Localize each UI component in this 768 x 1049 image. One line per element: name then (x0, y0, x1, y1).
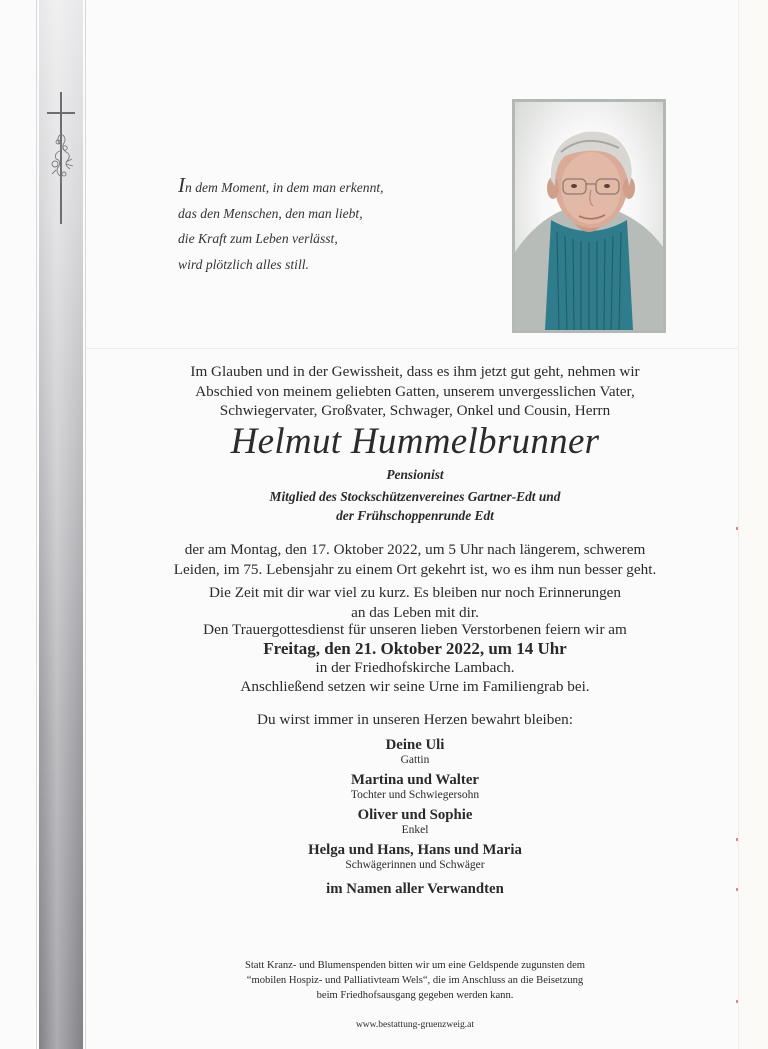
donation-line: “mobilen Hospiz- und Palliativteam Wels“, die im Anschluss an die Beisetzung (246, 975, 584, 986)
scan-speck (736, 838, 738, 841)
website-link[interactable]: www.bestattung-gruenzweig.at (355, 1020, 475, 1030)
mourner-relation: Gattin (400, 754, 430, 766)
time-line: Die Zeit mit dir war viel zu kurz. Es bleiben nur noch Erinnerungen (208, 584, 622, 601)
poem-line-1: In dem Moment, in dem man erkennt, (178, 173, 384, 197)
intro-line: Im Glauben und in der Gewissheit, dass es ihm jetzt gut geht, nehmen wir (190, 363, 640, 380)
portrait-frame (512, 99, 666, 333)
membership-line: Mitglied des Stockschützenvereines Gartner-Edt und (269, 489, 561, 504)
service-location: in der Friedhofskirche Lambach. (315, 659, 515, 676)
portrait-photo (515, 102, 663, 330)
fold-line (86, 348, 738, 349)
mourner-relation: Enkel (401, 824, 429, 836)
death-notice (100, 540, 730, 580)
poem-initial: I (178, 173, 185, 197)
scan-speck (736, 1000, 738, 1003)
mourner-item (100, 842, 730, 872)
poem (178, 173, 478, 277)
mourner-name: Martina und Walter (351, 772, 479, 788)
mourner-relation: Tochter und Schwiegersohn (350, 789, 480, 801)
intro-text (100, 362, 730, 421)
donation-line: Statt Kranz- und Blumenspenden bitten wir um eine Geldspende zugunsten dem (244, 960, 586, 971)
mourner-name: Oliver und Sophie (357, 807, 473, 823)
mourner-item (100, 807, 730, 837)
deceased-name: Helmut Hummelbrunner (230, 421, 600, 462)
time-line: an das Leben mit dir. (351, 603, 479, 621)
donation-line: beim Friedhofsausgang gegeben werden kann. (316, 990, 514, 1001)
funeral-service (100, 620, 730, 696)
intro-line: Abschied von meinem geliebten Gatten, unserem unvergesslichen Vater, (195, 382, 635, 400)
intro-line: Schwiegervater, Großvater, Schwager, Onkel und Cousin, Herrn (219, 402, 611, 419)
death-notice-line: Leiden, im 75. Lebensjahr zu einem Ort gekehrt ist, wo es ihm nun besser geht. (173, 561, 657, 578)
time-text (100, 583, 730, 622)
mourner-item (100, 772, 730, 802)
scan-speck (736, 527, 738, 530)
mourner-item (100, 737, 730, 767)
service-burial: Anschließend setzen wir seine Urne im Familiengrab bei. (240, 678, 590, 695)
cross-with-flowers-icon (44, 90, 78, 226)
mourner-relation: Schwägerinnen und Schwäger (345, 859, 485, 871)
donation-note (100, 958, 730, 1003)
service-intro: Den Trauergottesdienst für unseren lieben Verstorbenen feiern wir am (203, 621, 627, 638)
service-date-time: Freitag, den 21. Oktober 2022, um 14 Uhr (263, 639, 567, 658)
forever-text: Du wirst immer in unseren Herzen bewahrt bleiben: (257, 711, 573, 728)
scan-speck (736, 888, 738, 891)
poem-line-2: das den Menschen, den man liebt, (178, 205, 363, 221)
deceased-memberships (100, 487, 730, 525)
mourner-name: Deine Uli (385, 737, 445, 753)
membership-line: der Frühschoppenrunde Edt (336, 508, 494, 523)
death-notice-line: der am Montag, den 17. Oktober 2022, um 5 Uhr nach längerem, schwerem (184, 541, 646, 558)
closing-line: im Namen aller Verwandten (326, 881, 504, 897)
page-edge (738, 0, 768, 1049)
deceased-occupation: Pensionist (386, 467, 444, 482)
poem-line-4: wird plötzlich alles still. (178, 256, 309, 272)
poem-line-3: die Kraft zum Leben verlässt, (178, 231, 338, 246)
mourner-name: Helga und Hans, Hans und Maria (308, 842, 522, 858)
portrait-illustration (515, 102, 663, 330)
mourners-list (100, 737, 730, 898)
